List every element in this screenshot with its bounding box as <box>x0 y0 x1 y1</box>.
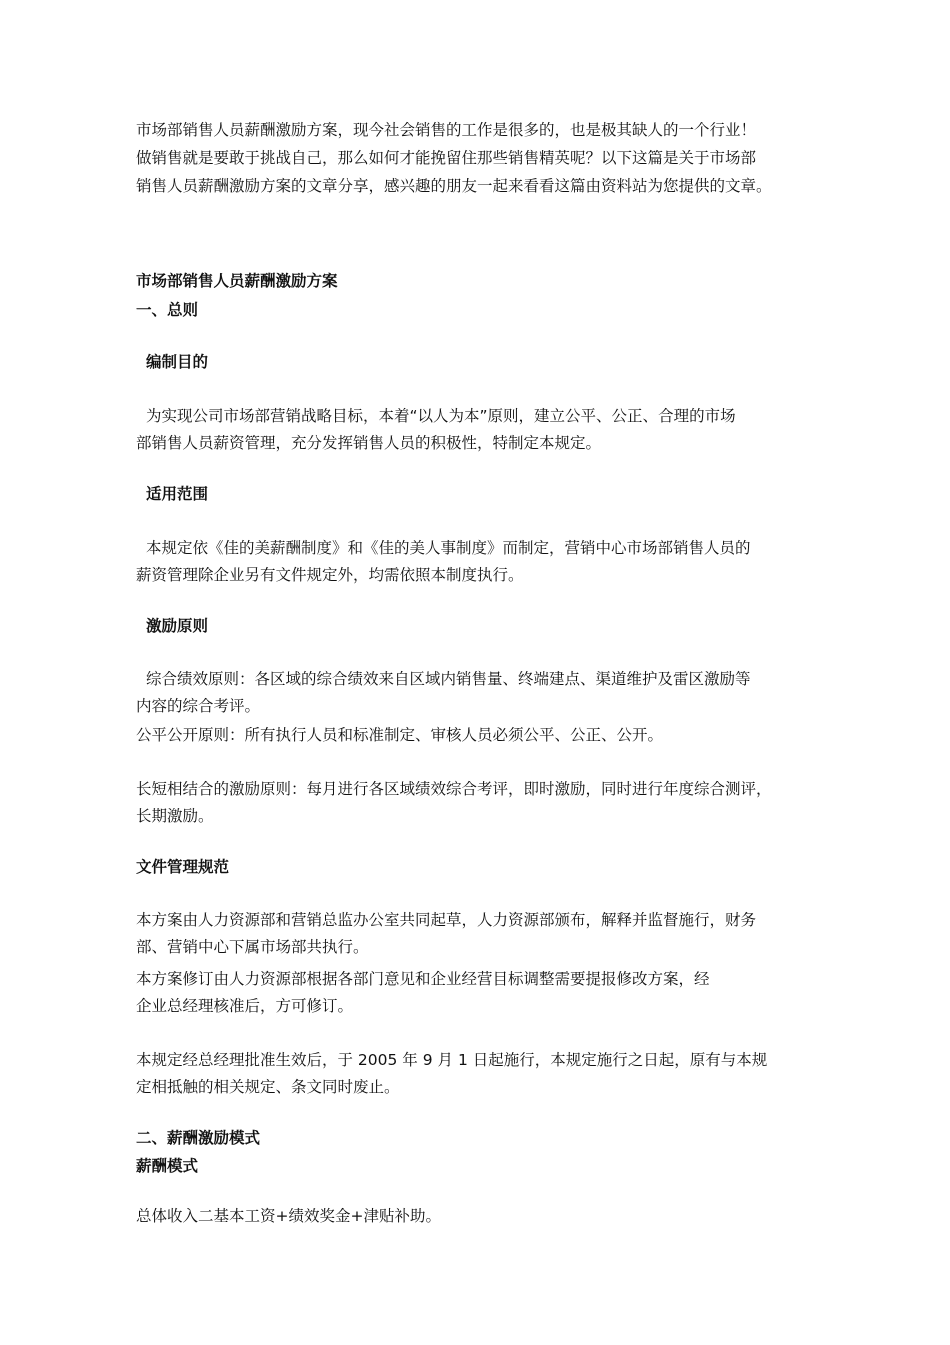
file-line-2: 部、营销中心下属市场部共执行。 <box>136 938 369 956</box>
salary-model-line-1: 总体收入二基本工资+绩效奖金+津贴补助。 <box>136 1207 441 1225</box>
file-line-5: 本规定经总经理批准生效后，于 2005 年 9 月 1 日起施行，本规定施行之日起，原有与本规 <box>136 1051 768 1069</box>
document-title: 市场部销售人员薪酬激励方案 <box>136 272 338 290</box>
file-line-6: 定相抵触的相关规定、条文同时废止。 <box>136 1078 400 1096</box>
principle-line-2: 内容的综合考评。 <box>136 697 261 715</box>
purpose-line-1: 为实现公司市场部营销战略目标，本着“以人为本”原则，建立公平、公正、合理的市场 <box>146 407 736 425</box>
scope-line-1: 本规定依《佳的美薪酬制度》和《佳的美人事制度》而制定，营销中心市场部销售人员的 <box>146 539 751 557</box>
purpose-line-2: 部销售人员薪资管理，充分发挥销售人员的积极性，特制定本规定。 <box>136 434 602 452</box>
principle-line-4: 长短相结合的激励原则：每月进行各区域绩效综合考评，即时激励，同时进行年度综合测评， <box>136 780 772 798</box>
purpose-heading: 编制目的 <box>146 353 209 371</box>
section-2-heading: 二、薪酬激励模式 <box>136 1129 261 1147</box>
principle-line-1: 综合绩效原则：各区域的综合绩效来自区域内销售量、终端建点、渠道维护及雷区激励等 <box>146 670 751 688</box>
scope-heading: 适用范围 <box>146 485 209 503</box>
intro-line-2: 做销售就是要敢于挑战自己，那么如何才能挽留住那些销售精英呢？以下这篇是关于市场部 <box>136 149 757 167</box>
principle-heading: 激励原则 <box>146 617 209 635</box>
file-line-3: 本方案修订由人力资源部根据各部门意见和企业经营目标调整需要提报修改方案，经 <box>136 970 710 988</box>
intro-line-3: 销售人员薪酬激励方案的文章分享，感兴趣的朋友一起来看看这篇由资料站为您提供的文章。 <box>136 177 772 195</box>
intro-line-1: 市场部销售人员薪酬激励方案，现今社会销售的工作是很多的，也是极其缺人的一个行业！ <box>136 121 757 139</box>
file-management-heading: 文件管理规范 <box>136 858 230 876</box>
scope-line-2: 薪资管理除企业另有文件规定外，均需依照本制度执行。 <box>136 566 524 584</box>
file-line-1: 本方案由人力资源部和营销总监办公室共同起草，人力资源部颁布，解释并监督施行，财务 <box>136 911 757 929</box>
file-line-4: 企业总经理核准后，方可修订。 <box>136 997 354 1015</box>
salary-model-heading: 薪酬模式 <box>136 1157 199 1175</box>
principle-line-5: 长期激励。 <box>136 807 214 825</box>
principle-line-3: 公平公开原则：所有执行人员和标准制定、审核人员必须公平、公正、公开。 <box>136 726 664 744</box>
section-1-heading: 一、总则 <box>136 301 199 319</box>
